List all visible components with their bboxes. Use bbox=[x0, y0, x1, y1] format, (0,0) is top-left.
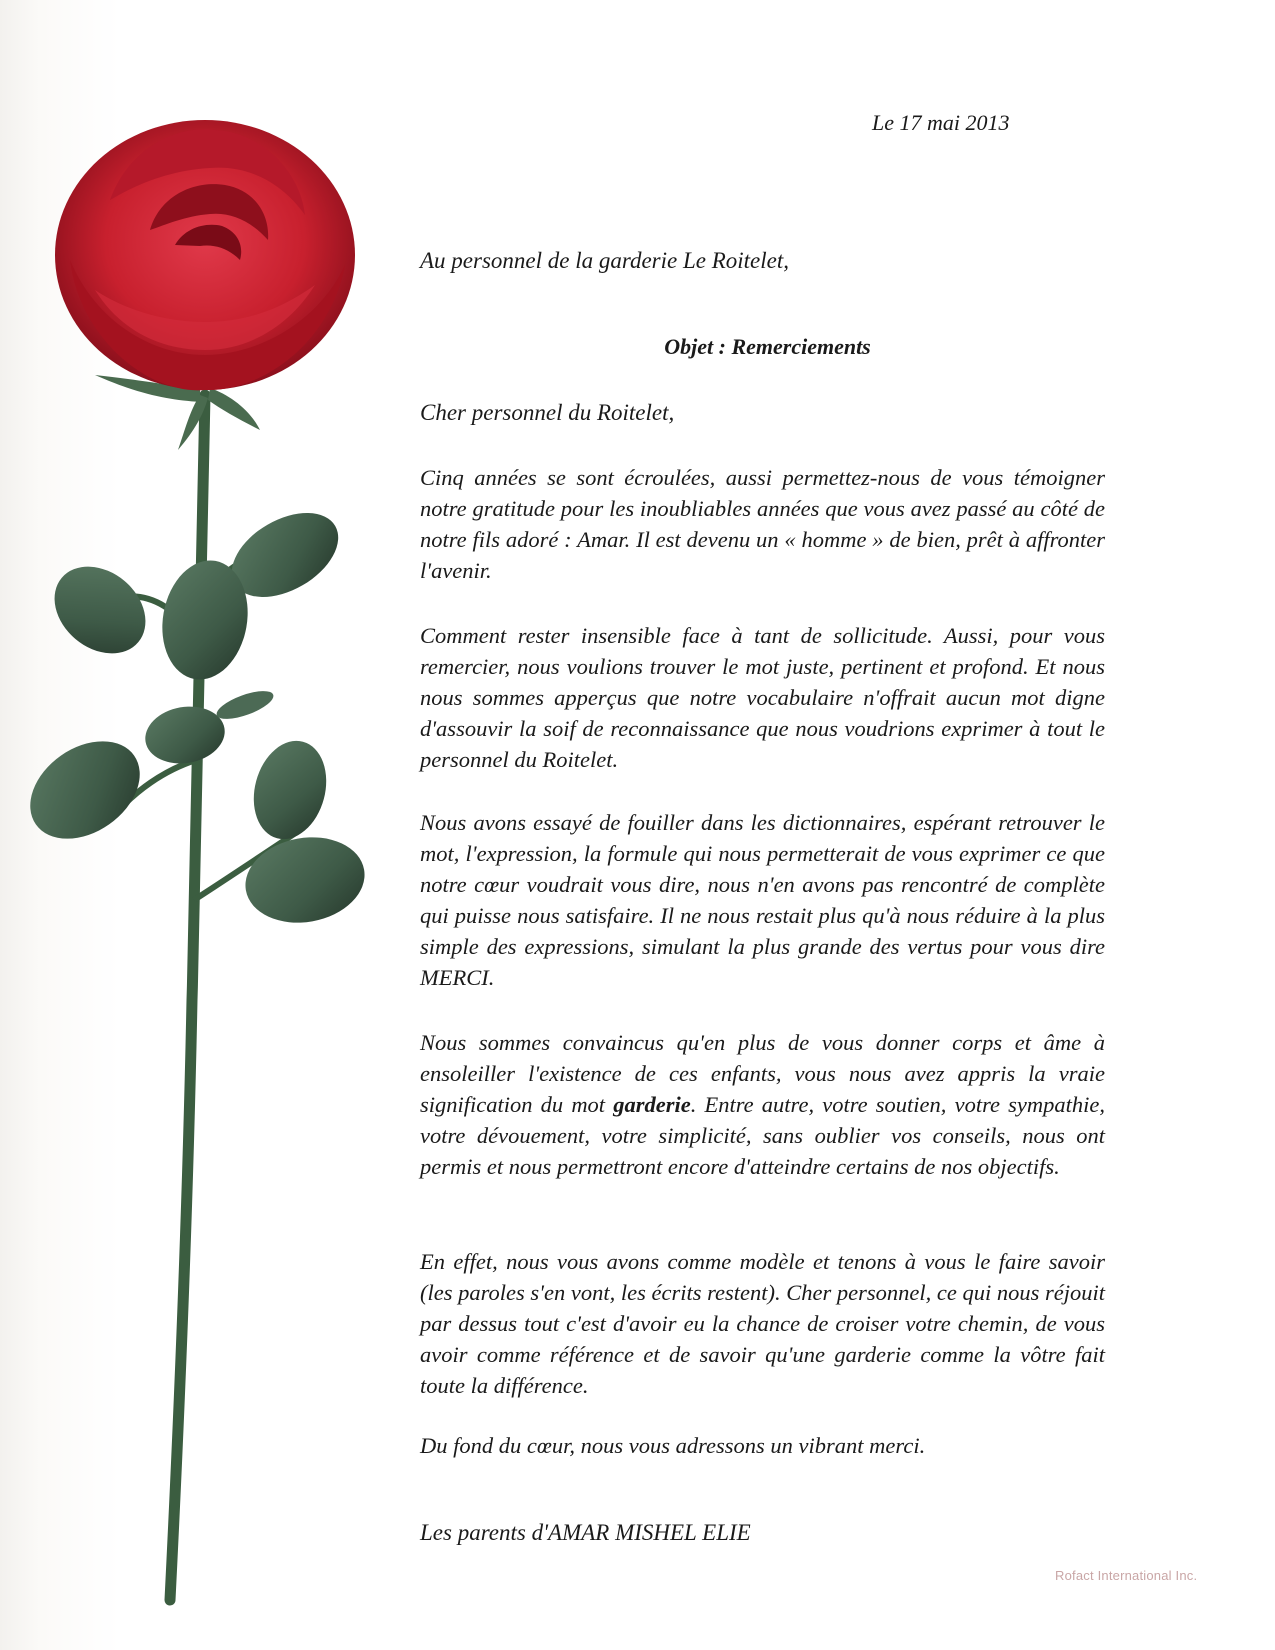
rose-leaf bbox=[243, 733, 336, 848]
letter-date: Le 17 mai 2013 bbox=[872, 110, 1010, 135]
letter-paragraph: Comment rester insensible face à tant de sollicitude. Aussi, pour vous remercier, nous voulions trouver le mot juste, pertinent et profond. Et nous nous sommes apperçus que notre vocabulaire n'offrait aucun mot digne d'assouvir la soif de reconnaissance que nous voudrions exprimer à tout le personnel du Roitelet. bbox=[420, 623, 1105, 772]
letter-signature: Les parents d'AMAR MISHEL ELIE bbox=[420, 1520, 751, 1545]
rose-sepal bbox=[208, 388, 260, 430]
letter-recipient: Au personnel de la garderie Le Roitelet, bbox=[420, 248, 789, 273]
letter-paragraph bbox=[420, 1027, 1105, 1182]
emphasized-word: garderie bbox=[613, 1092, 691, 1117]
letter-paragraph: Nous avons essayé de fouiller dans les dictionnaires, espérant retrouver le mot, l'expression, la formule qui nous permetterait de vous exprimer ce que notre cœur voudrait vous dire, nous n'en avons pas rencontré de complète qui puisse nous satisfaire. Il ne nous restait plus qu'à nous réduire à la plus simple des expressions, simulant la plus grande des vertus pour vous dire MERCI. bbox=[420, 810, 1105, 990]
letter-salutation: Cher personnel du Roitelet, bbox=[420, 400, 675, 425]
letter-closing: Du fond du cœur, nous vous adressons un vibrant merci. bbox=[420, 1433, 926, 1458]
letter-paragraph: Cinq années se sont écroulées, aussi permettez-nous de vous témoigner notre gratitude pour les inoubliables années que vous avez passé au côté de notre fils adoré : Amar. Il est devenu un « homme » de bien, prêt à affronter l'avenir. bbox=[420, 465, 1105, 583]
paragraph-text: . Entre autre, votre soutien, votre sympathie, votre dévouement, votre simplicité, sans oublier vos conseils, nous ont permis et nous permettront encore d'atteindre certains de nos objectifs. bbox=[420, 1092, 1105, 1179]
letter-subject: Objet : Remerciements bbox=[664, 334, 871, 359]
rose-leaf bbox=[239, 828, 372, 932]
rose-leaf bbox=[37, 549, 162, 671]
rose-leaf bbox=[141, 700, 230, 769]
paragraph-text: Nous sommes convaincus qu'en plus de vous donner corps et âme à ensoleiller l'existence de ces enfants, vous nous avez appris la vraie signification du mot bbox=[420, 1030, 1105, 1117]
rose-illustration bbox=[0, 0, 400, 1650]
company-watermark: Rofact International Inc. bbox=[1055, 1568, 1198, 1583]
letter-paragraph: En effet, nous vous avons comme modèle et tenons à vous le faire savoir (les paroles s'en vont, les écrits restent). Cher personnel, ce qui nous réjouit par dessus tout c'est d'avoir eu la chance de croiser votre chemin, de vous avoir comme référence et de savoir qu'une garderie comme la vôtre fait toute la différence. bbox=[420, 1249, 1105, 1398]
rose-leaf bbox=[12, 721, 158, 859]
letter-body bbox=[420, 0, 1115, 1650]
rose-leaf bbox=[213, 685, 276, 724]
